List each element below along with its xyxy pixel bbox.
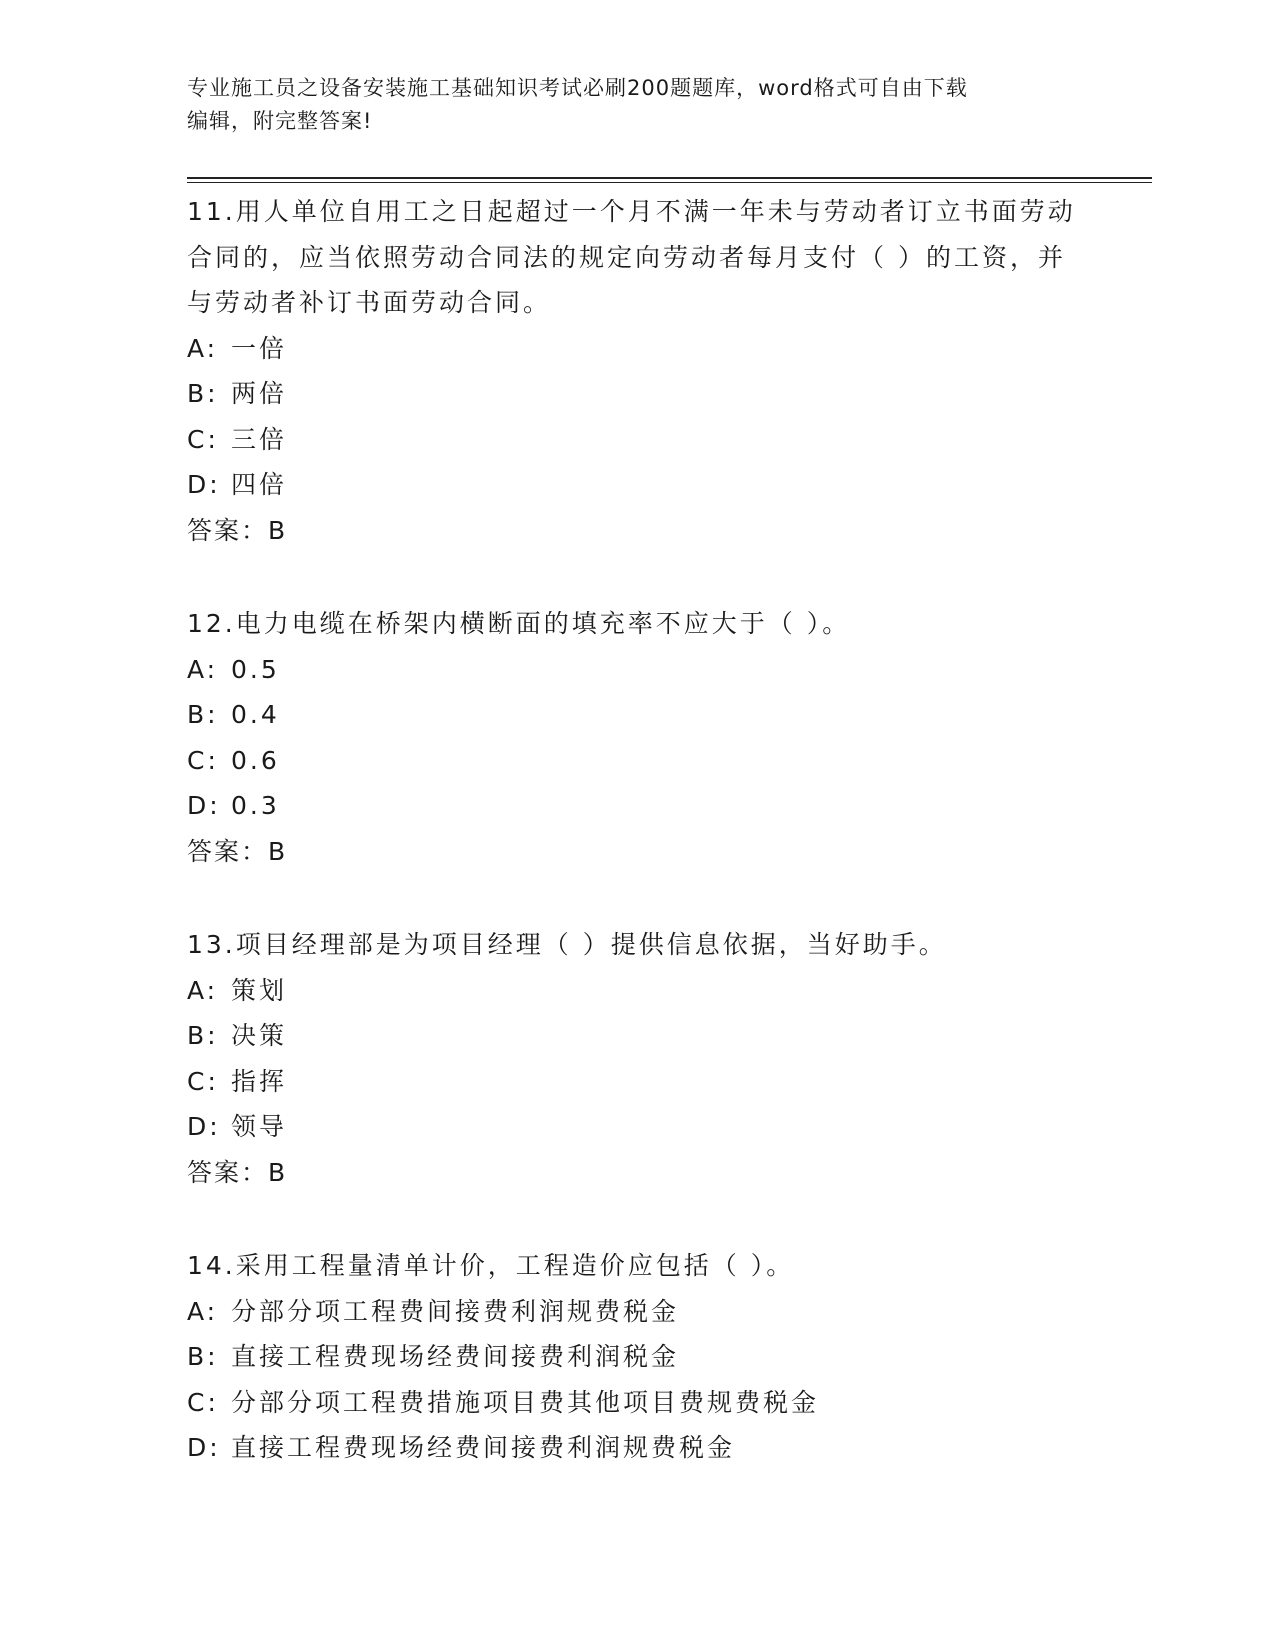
option-text: 0.5 (231, 654, 280, 684)
option-text: 直接工程费现场经费间接费利润规费税金 (231, 1433, 736, 1462)
option-letter: D: (187, 1433, 221, 1462)
option-a (187, 647, 1087, 693)
option-b (187, 371, 1087, 417)
answer-line: 答案：B (187, 836, 288, 866)
header-divider-thin (187, 182, 1152, 183)
header-divider-thick (187, 177, 1152, 179)
option-text: 四倍 (231, 470, 288, 499)
question-14 (187, 1243, 1087, 1471)
option-c (187, 738, 1087, 784)
document-header (187, 72, 1067, 138)
option-text: 指挥 (231, 1066, 288, 1096)
option-letter: B: (187, 1342, 219, 1371)
option-letter: D: (187, 791, 221, 820)
option-text: 一倍 (231, 333, 288, 363)
option-letter: B: (187, 1021, 219, 1050)
option-text: 直接工程费现场经费间接费利润税金 (231, 1342, 680, 1371)
option-a (187, 326, 1087, 372)
option-text: 策划 (231, 975, 288, 1005)
option-text: 0.6 (231, 745, 280, 775)
option-text: 分部分项工程费措施项目费其他项目费规费税金 (231, 1387, 820, 1417)
option-text: 0.3 (231, 791, 280, 820)
option-letter: A: (187, 654, 219, 684)
option-letter: C: (187, 1387, 219, 1417)
option-letter: D: (187, 1112, 221, 1141)
option-letter: B: (187, 700, 219, 729)
option-text: 两倍 (231, 379, 288, 408)
option-b (187, 692, 1087, 738)
question-list (187, 189, 1087, 1519)
question-11 (187, 189, 1087, 553)
header-title-line-2: 编辑，附完整答案! (187, 109, 373, 133)
answer-line: 答案：B (187, 1157, 288, 1187)
option-d (187, 1425, 1087, 1471)
question-stem: 11.用人单位自用工之日起超过一个月不满一年未与劳动者订立书面劳动合同的，应当依照劳动合同法的规定向劳动者每月支付（ ）的工资，并与劳动者补订书面劳动合同。 (187, 197, 1076, 317)
option-d (187, 462, 1087, 508)
option-letter: A: (187, 333, 219, 363)
question-stem: 12.电力电缆在桥架内横断面的填充率不应大于（ ）。 (187, 609, 851, 638)
question-12 (187, 601, 1087, 874)
option-text: 0.4 (231, 700, 280, 729)
option-text: 领导 (231, 1112, 288, 1141)
option-d (187, 783, 1087, 829)
option-letter: C: (187, 424, 219, 454)
option-letter: A: (187, 1296, 219, 1326)
question-13 (187, 922, 1087, 1195)
option-c (187, 1380, 1087, 1426)
option-letter: D: (187, 470, 221, 499)
option-letter: A: (187, 975, 219, 1005)
option-text: 决策 (231, 1021, 288, 1050)
option-b (187, 1334, 1087, 1380)
header-title-line-1: 专业施工员之设备安装施工基础知识考试必刷200题题库，word格式可自由下载 (187, 76, 968, 100)
option-a (187, 1289, 1087, 1335)
option-a (187, 968, 1087, 1014)
question-stem: 14.采用工程量清单计价，工程造价应包括（ ）。 (187, 1251, 795, 1280)
option-letter: B: (187, 379, 219, 408)
option-b (187, 1013, 1087, 1059)
option-letter: C: (187, 1066, 219, 1096)
option-text: 三倍 (231, 424, 288, 454)
option-text: 分部分项工程费间接费利润规费税金 (231, 1296, 680, 1326)
option-c (187, 1059, 1087, 1105)
answer-line: 答案：B (187, 515, 288, 545)
option-c (187, 417, 1087, 463)
option-d (187, 1104, 1087, 1150)
question-stem: 13.项目经理部是为项目经理（ ）提供信息依据，当好助手。 (187, 930, 947, 959)
option-letter: C: (187, 745, 219, 775)
